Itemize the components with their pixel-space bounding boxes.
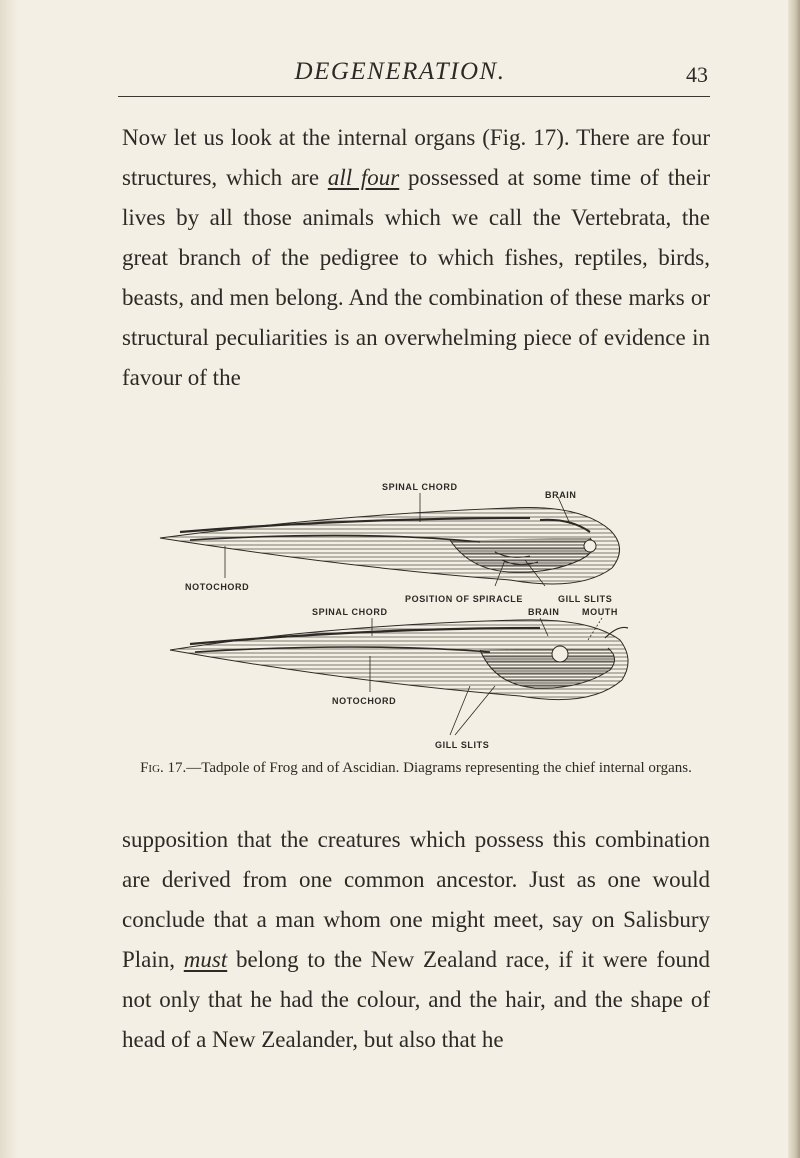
page-gutter-shadow [0, 0, 18, 1158]
figure-number: Fig. 17. [140, 760, 187, 776]
frog-tadpole-diagram [160, 482, 620, 604]
page-number: 43 [686, 62, 708, 87]
tadpole-ascidian-diagram [150, 460, 670, 760]
label-spinal-chord-bottom: SPINAL CHORD [312, 607, 388, 617]
paragraph-2-text-b: belong to the New Zealand race, if it were found not only that he had the colour, and the hair, and the shape of head of a New Zealander, but also that he [122, 947, 710, 1052]
paragraph-2 [122, 820, 710, 1060]
label-notochord-top: NOTOCHORD [185, 582, 250, 592]
figure-caption [122, 760, 710, 777]
header-rule [118, 96, 710, 97]
figure-caption-text: —Tadpole of Frog and of Ascidian. Diagrams representing the chief internal organs. [186, 760, 692, 776]
paragraph-1-emphasis: all four [327, 165, 400, 190]
running-head [0, 58, 800, 88]
label-mouth: MOUTH [582, 607, 618, 617]
paragraph-1 [122, 118, 710, 398]
label-gill-slits-bottom: GILL SLITS [435, 740, 490, 750]
ascidian-tadpole-diagram [170, 607, 628, 750]
page-edge [788, 0, 800, 1158]
paragraph-1-text-a: Now let us look at the internal organs (Fig. 17). There are four structures, which are [122, 125, 710, 190]
paragraph-2-text-a: supposition that the creatures which possess this combination are derived from one common ancestor. Just as one would conclude that a man whom one might meet, say on Salisbury Plain, [122, 827, 710, 972]
label-position-of-spiracle: POSITION OF SPIRACLE [405, 594, 524, 604]
label-spinal-chord-top: SPINAL CHORD [382, 482, 458, 492]
label-brain-bottom: BRAIN [528, 607, 560, 617]
label-gill-slits-top: GILL SLITS [558, 594, 613, 604]
paragraph-2-emphasis: must [183, 947, 228, 972]
label-brain-top: BRAIN [545, 490, 577, 500]
paragraph-1-text-b: possessed at some time of their lives by all those animals which we call the Vertebrata, the great branch of the pedigree to which fishes, reptiles, birds, beasts, and men belong. And the combination of these marks or structural peculiarities is an overwhelming piece of evidence in favour of the [122, 165, 711, 390]
running-title: DEGENERATION. [294, 58, 506, 85]
label-notochord-bottom: NOTOCHORD [332, 696, 397, 706]
